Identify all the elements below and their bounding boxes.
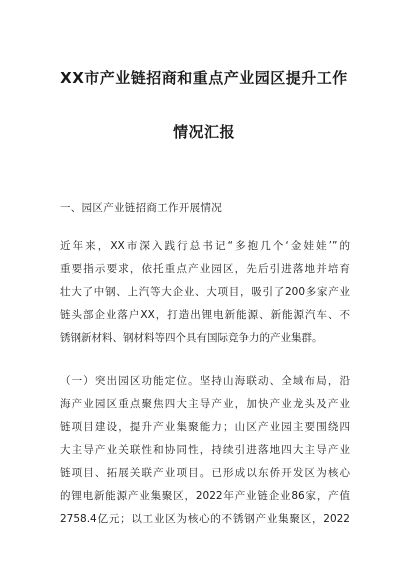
paragraph-1-line: 链头部企业落户XX，打造出锂电新能源、新能源汽车、不: [60, 309, 350, 321]
paragraph-2-line: 链项目、拓展关联产业项目。已形成以东侨开发区为核心: [60, 467, 350, 479]
paragraph-2: [60, 370, 350, 531]
paragraph-2-line: 的锂电新能源产业集聚区，2022年产业链企业86家，产值: [60, 490, 350, 502]
paragraph-1-line: 壮大了中钢、上汽等大企业、大项目，吸引了200多家产业: [60, 286, 350, 298]
section-heading: 一、园区产业链招商工作开展情况: [60, 202, 222, 214]
paragraph-2-line: 链项目建设，提升产业集聚能力；山区产业园主要围绕四: [60, 421, 350, 433]
paragraph-1-line: 锈钢新材料、钢材料等四个具有国际竞争力的产业集群。: [60, 332, 323, 344]
paragraph-1-line: 近年来，XX市深入践行总书记“多抱几个‘金娃娃’”的: [60, 240, 350, 252]
document-title-line-1: XX市产业链招商和重点产业园区提升工作: [60, 69, 348, 87]
paragraph-1: [60, 235, 350, 350]
paragraph-2-line: 海产业园区重点聚焦四大主导产业，加快产业龙头及产业: [60, 398, 350, 410]
paragraph-2-line: 2758.4亿元；以工业区为核心的不锈钢产业集聚区，2022: [60, 513, 350, 525]
paragraph-2-line: （一）突出园区功能定位。坚持山海联动、全域布局，沿: [60, 375, 350, 387]
paragraph-1-line: 重要指示要求，依托重点产业园区，先后引进落地并培育: [60, 263, 350, 275]
document-title-line-2: 情况汇报: [172, 123, 235, 141]
paragraph-2-line: 大主导产业关联性和协同性，持续引进落地四大主导产业: [60, 444, 350, 456]
